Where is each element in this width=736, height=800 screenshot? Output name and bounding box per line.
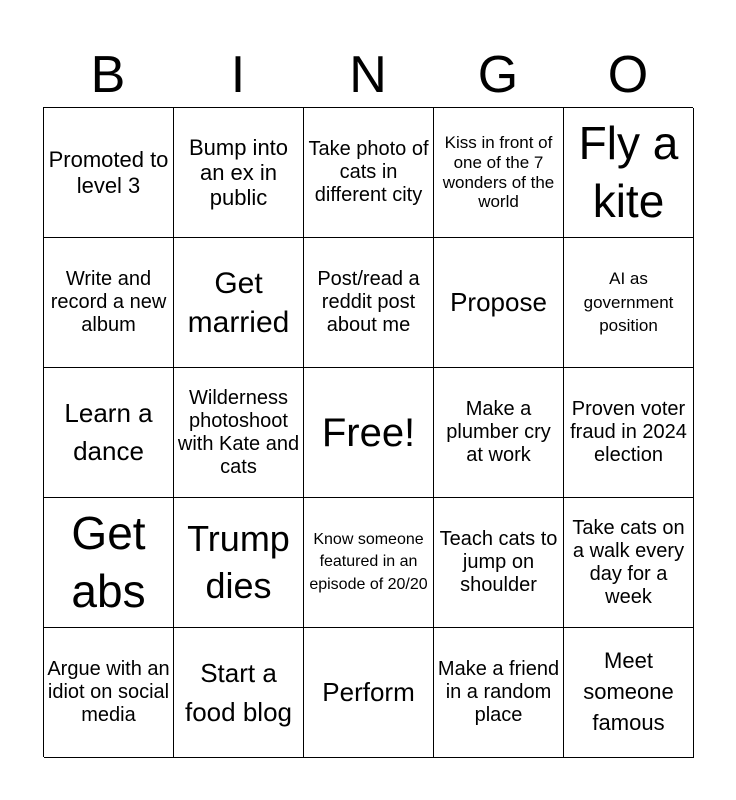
bingo-cell-r2-c4[interactable] <box>434 238 564 368</box>
bingo-cell-r5-c4[interactable] <box>434 628 564 758</box>
bingo-cell-r5-c3[interactable] <box>304 628 434 758</box>
bingo-cell-r2-c1[interactable] <box>44 238 174 368</box>
cell-text: Fly a kite <box>578 117 679 227</box>
header-letter-b: B <box>90 46 126 104</box>
header-letter-i: I <box>230 46 246 104</box>
bingo-board <box>43 107 693 757</box>
bingo-cell-r4-c5[interactable] <box>564 498 694 628</box>
bingo-cell-r3-c2[interactable] <box>174 368 304 498</box>
cell-text: Wilderness photoshoot with Kate and cats <box>177 386 300 478</box>
bingo-cell-r5-c1[interactable] <box>44 628 174 758</box>
header-letter-g: G <box>477 46 519 104</box>
bingo-cell-r3-c5[interactable] <box>564 368 694 498</box>
bingo-cell-r4-c1[interactable] <box>44 498 174 628</box>
cell-text: Meet someone famous <box>583 648 674 735</box>
bingo-cell-r3-c3-free-space[interactable] <box>304 368 434 498</box>
cell-text: Proven voter fraud in 2024 election <box>570 398 687 466</box>
cell-text: Write and record a new album <box>50 268 167 336</box>
bingo-cell-r1-c3[interactable] <box>304 108 434 238</box>
free-space-text: Free! <box>321 410 416 455</box>
cell-text: Teach cats to jump on shoulder <box>439 528 558 596</box>
cell-text: Kiss in front of one of the 7 wonders of the world <box>442 133 555 212</box>
cell-text: Take cats on a walk every day for a week <box>572 516 685 608</box>
cell-text: Make a friend in a random place <box>437 658 560 726</box>
cell-text: Promoted to level 3 <box>48 147 169 198</box>
cell-text: Take photo of cats in different city <box>308 138 429 206</box>
cell-text: Trump dies <box>187 517 290 606</box>
bingo-cell-r1-c5[interactable] <box>564 108 694 238</box>
cell-text: Argue with an idiot on social media <box>47 658 170 726</box>
cell-text: Start a food blog <box>185 657 292 727</box>
bingo-cell-r2-c3[interactable] <box>304 238 434 368</box>
bingo-cell-r4-c4[interactable] <box>434 498 564 628</box>
cell-text: Know someone featured in an episode of 20/20 <box>309 530 428 593</box>
bingo-cell-r5-c5[interactable] <box>564 628 694 758</box>
cell-text: Make a plumber cry at work <box>446 398 551 466</box>
bingo-cell-r3-c1[interactable] <box>44 368 174 498</box>
cell-text: Post/read a reddit post about me <box>317 268 420 336</box>
header-letter-o: O <box>607 46 649 104</box>
bingo-cell-r5-c2[interactable] <box>174 628 304 758</box>
cell-text: Perform <box>322 676 415 707</box>
bingo-cell-r2-c5[interactable] <box>564 238 694 368</box>
cell-text: AI as government position <box>583 268 674 336</box>
cell-text: Bump into an ex in public <box>188 134 289 211</box>
bingo-cell-r2-c2[interactable] <box>174 238 304 368</box>
bingo-cell-r1-c2[interactable] <box>174 108 304 238</box>
bingo-cell-r3-c4[interactable] <box>434 368 564 498</box>
cell-text: Propose <box>450 286 547 317</box>
bingo-cell-r1-c4[interactable] <box>434 108 564 238</box>
bingo-cell-r1-c1[interactable] <box>44 108 174 238</box>
bingo-cell-r4-c2[interactable] <box>174 498 304 628</box>
bingo-cell-r4-c3[interactable] <box>304 498 434 628</box>
cell-text: Learn a dance <box>64 397 153 466</box>
cell-text: Get married <box>187 266 290 339</box>
cell-text: Get abs <box>71 507 146 617</box>
bingo-header <box>43 44 693 106</box>
header-letter-n: N <box>349 46 387 104</box>
